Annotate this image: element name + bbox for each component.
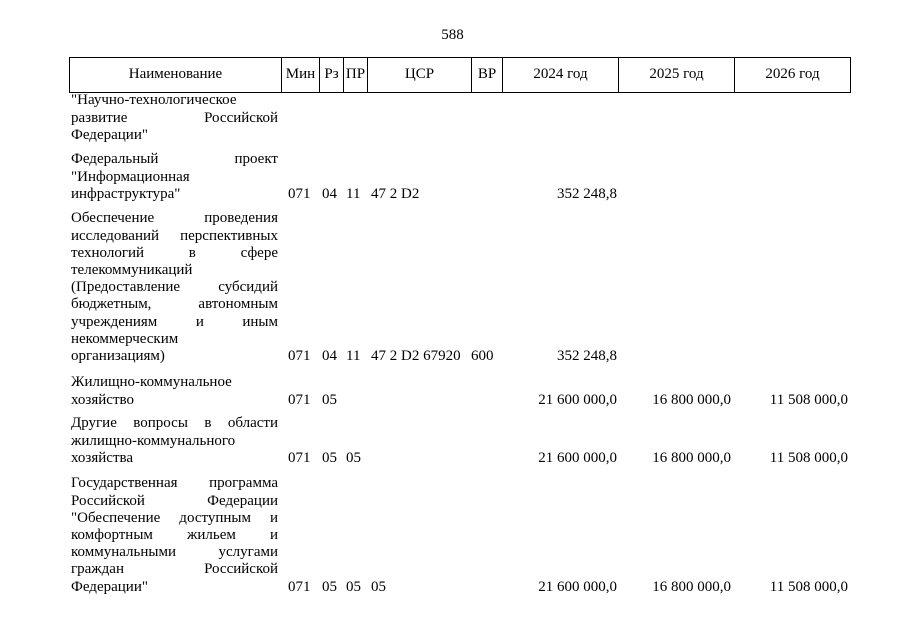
row-name <box>71 210 278 365</box>
name-line: комфортным жильем и <box>71 526 278 543</box>
header-min: Мин <box>282 58 320 92</box>
name-line: Другие вопросы в области <box>71 415 278 432</box>
name-line: "Обеспечение доступным и <box>71 509 278 526</box>
header-rz: Рз <box>320 58 344 92</box>
name-line: учреждениям и иным <box>71 313 278 330</box>
cell-pr: 05 <box>346 578 361 595</box>
cell-rz: 04 <box>322 348 337 364</box>
cell-2024: 352 248,8 <box>557 348 617 364</box>
name-line: некоммерческим <box>71 330 179 347</box>
header-2024: 2024 год <box>503 58 619 92</box>
page-number: 588 <box>441 27 464 43</box>
cell-vr: 600 <box>471 348 494 364</box>
header-pr: ПР <box>344 58 368 92</box>
cell-csr: 47 2 D2 <box>371 185 420 202</box>
name-line: исследований перспективных <box>71 227 278 244</box>
cell-pr: 11 <box>346 348 361 364</box>
header-2025: 2025 год <box>619 58 735 92</box>
name-line: Обеспечение проведения <box>71 210 278 227</box>
table-header <box>69 57 851 93</box>
name-line: телекоммуникаций <box>71 261 193 278</box>
cell-2025: 16 800 000,0 <box>652 449 731 466</box>
cell-rz: 04 <box>322 185 337 202</box>
table-row <box>0 210 905 365</box>
cell-csr: 47 2 D2 67920 <box>371 348 461 364</box>
name-line: жилищно-коммунального <box>71 432 236 449</box>
header-2026: 2026 год <box>765 66 820 83</box>
row-name <box>71 374 278 408</box>
name-line: организациям) <box>71 347 165 364</box>
row-name <box>71 92 278 144</box>
cell-min: 071 <box>288 185 311 202</box>
name-line: "Научно-технологическое <box>71 92 237 109</box>
table-row <box>0 151 905 203</box>
name-line: Жилищно-коммунальное <box>71 374 232 391</box>
name-line: технологий в сфере <box>71 244 278 261</box>
cell-2026: 11 508 000,0 <box>769 578 848 595</box>
table-row <box>0 475 905 595</box>
name-line: "Информационная <box>71 168 190 185</box>
cell-min: 071 <box>288 391 311 408</box>
name-line: коммунальными услугами <box>71 544 278 561</box>
name-line: хозяйства <box>71 449 134 466</box>
cell-2024: 21 600 000,0 <box>538 449 617 466</box>
name-line: Федеральный проект <box>71 151 278 168</box>
cell-min: 071 <box>288 578 311 595</box>
cell-rz: 05 <box>322 578 337 595</box>
cell-min: 071 <box>288 348 311 364</box>
cell-min: 071 <box>288 449 311 466</box>
name-line: развитие Российской <box>71 109 278 126</box>
cell-2024: 21 600 000,0 <box>538 391 617 408</box>
row-name <box>71 151 278 203</box>
cell-pr: 05 <box>346 449 361 466</box>
name-line: граждан Российской <box>71 561 278 578</box>
cell-rz: 05 <box>322 449 337 466</box>
table-row <box>0 92 905 144</box>
row-name <box>71 415 278 467</box>
cell-2025: 16 800 000,0 <box>652 391 731 408</box>
cell-csr: 05 <box>371 578 386 595</box>
name-line: (Предоставление субсидий <box>71 279 278 296</box>
cell-rz: 05 <box>322 391 337 408</box>
name-line: Российской Федерации <box>71 492 278 509</box>
name-line: инфраструктура" <box>71 185 181 202</box>
name-line: Государственная программа <box>71 475 278 492</box>
cell-2024: 352 248,8 <box>557 185 617 202</box>
cell-2026: 11 508 000,0 <box>769 391 848 408</box>
name-line: Федерации" <box>71 578 148 595</box>
cell-2026: 11 508 000,0 <box>769 449 848 466</box>
cell-pr: 11 <box>346 185 361 202</box>
row-name <box>71 475 278 595</box>
name-line: хозяйство <box>71 391 134 408</box>
header-vr: ВР <box>472 58 503 92</box>
header-csr: ЦСР <box>368 58 472 92</box>
header-name: Наименование <box>70 58 282 92</box>
name-line: бюджетным, автономным <box>71 296 278 313</box>
cell-2024: 21 600 000,0 <box>538 578 617 595</box>
name-line: Федерации" <box>71 126 148 143</box>
cell-2025: 16 800 000,0 <box>652 578 731 595</box>
table-row <box>0 415 905 467</box>
table-row <box>0 374 905 408</box>
